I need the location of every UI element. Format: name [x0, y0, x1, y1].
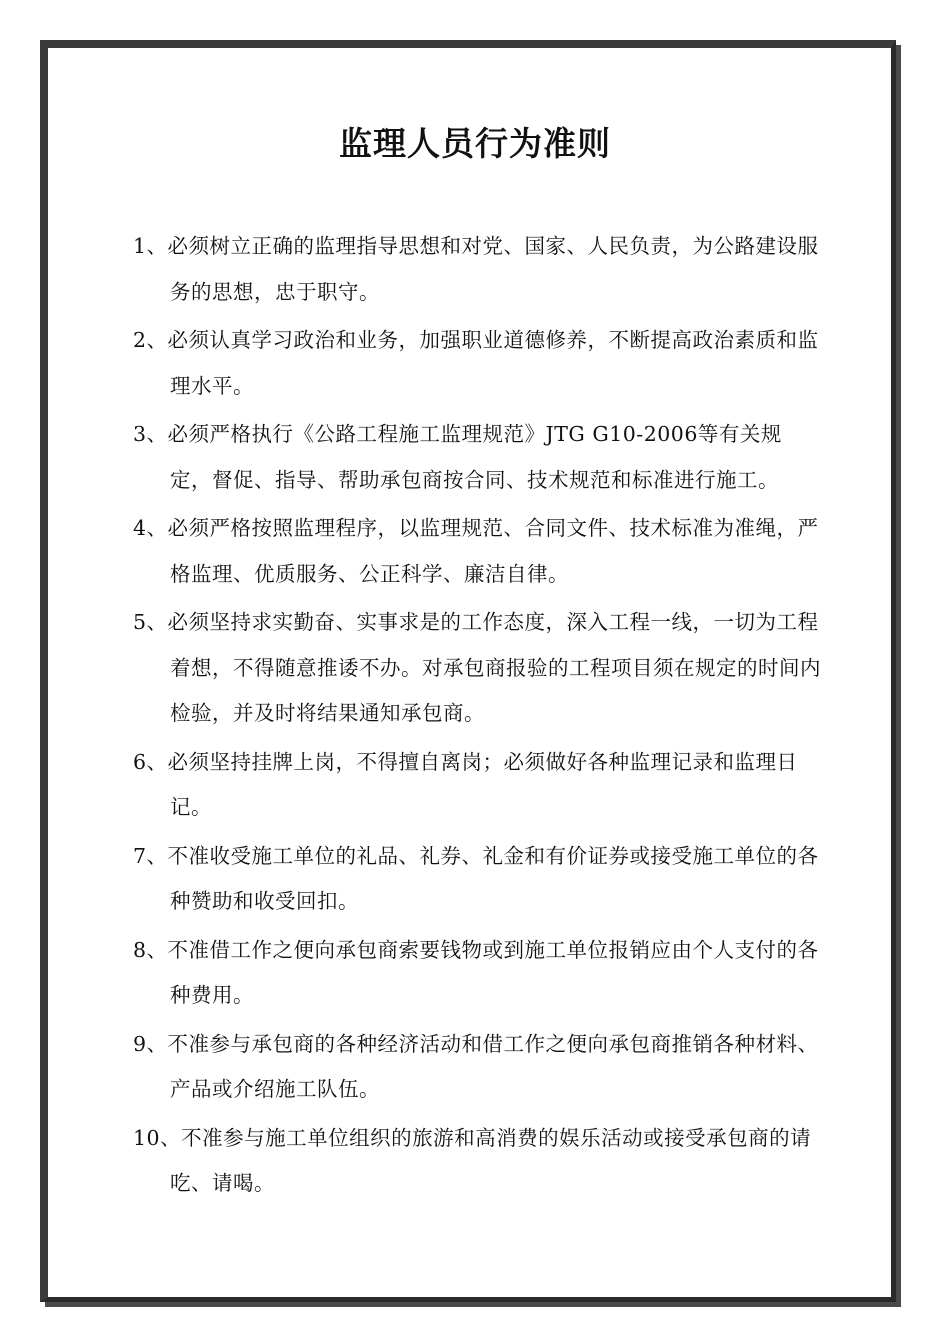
rule-text: 不准借工作之便向承包商索要钱物或到施工单位报销应由个人支付的各种费用。	[167, 937, 819, 1007]
rule-text: 必须坚持求实勤奋、实事求是的工作态度，深入工程一线，一切为工程着想，不得随意推诿不办。对承包商报验的工程项目须在规定的时间内检验，并及时将结果通知承包商。	[167, 610, 821, 725]
rules-list	[133, 224, 823, 1210]
rule-text: 不准收受施工单位的礼品、礼券、礼金和有价证券或接受施工单位的各种赞助和收受回扣。	[167, 843, 819, 913]
rule-text: 必须严格执行《公路工程施工监理规范》JTG G10-2006等有关规定，督促、指导、帮助承包商按合同、技术规范和标准进行施工。	[167, 422, 782, 492]
rule-item-2	[133, 318, 823, 409]
rule-text: 不准参与承包商的各种经济活动和借工作之便向承包商推销各种材料、产品或介绍施工队伍。	[167, 1031, 819, 1101]
rule-text: 必须树立正确的监理指导思想和对党、国家、人民负责，为公路建设服务的思想，忠于职守。	[167, 234, 819, 304]
rule-item-9	[133, 1022, 823, 1113]
rule-text: 必须严格按照监理程序，以监理规范、合同文件、技术标准为准绳，严格监理、优质服务、公正科学、廉洁自律。	[167, 516, 819, 586]
rule-number: 10、	[133, 1125, 182, 1150]
rule-text: 必须认真学习政治和业务，加强职业道德修养，不断提高政治素质和监理水平。	[167, 328, 819, 398]
rule-number: 9、	[133, 1031, 168, 1056]
rule-number: 8、	[133, 937, 168, 962]
rule-item-8	[133, 928, 823, 1019]
rule-number: 4、	[133, 516, 168, 540]
rule-number: 1、	[133, 234, 168, 258]
rule-item-7	[133, 834, 823, 925]
rule-number: 6、	[133, 749, 168, 774]
rule-item-4	[133, 506, 823, 597]
rule-item-1	[133, 224, 823, 315]
rule-number: 3、	[133, 422, 168, 446]
rule-item-3	[133, 412, 823, 503]
rule-item-6	[133, 740, 823, 831]
rule-item-5	[133, 600, 823, 737]
rule-number: 2、	[133, 328, 168, 352]
rule-text: 必须坚持挂牌上岗，不得擅自离岗；必须做好各种监理记录和监理日记。	[167, 749, 798, 819]
rule-number: 7、	[133, 843, 168, 868]
rule-number: 5、	[133, 610, 168, 634]
rule-text: 不准参与施工单位组织的旅游和高消费的娱乐活动或接受承包商的请吃、请喝。	[170, 1125, 812, 1195]
document-title: 监理人员行为准则	[339, 124, 611, 163]
rule-item-10	[133, 1116, 823, 1207]
